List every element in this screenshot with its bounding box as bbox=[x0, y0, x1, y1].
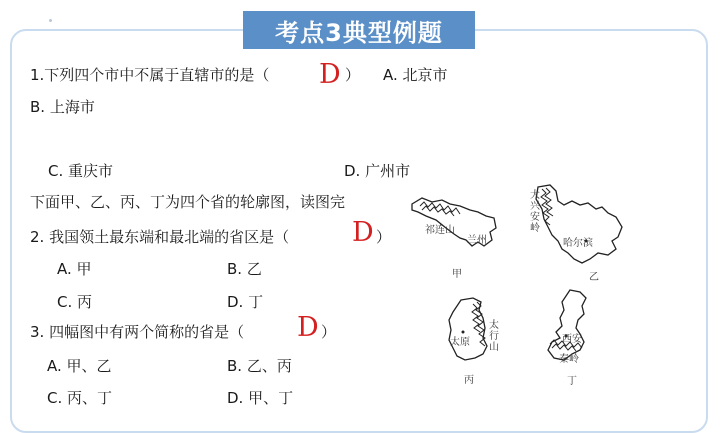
q2-option-d: D. 丁 bbox=[227, 293, 264, 311]
q2-option-c: C. 丙 bbox=[57, 293, 93, 311]
map-yi-label-ling: 岭 bbox=[530, 223, 540, 234]
map-bing-label-tai: 太 bbox=[489, 320, 499, 331]
map-bing-label-hang: 行 bbox=[489, 331, 499, 342]
map-yi-label-harbin: 哈尔滨 bbox=[563, 238, 593, 249]
q1-option-d: D. 广州市 bbox=[344, 162, 411, 180]
q2-option-b: B. 乙 bbox=[227, 260, 262, 278]
q3-option-d: D. 甲、丁 bbox=[227, 389, 294, 407]
q1-option-b: B. 上海市 bbox=[30, 98, 95, 116]
map-bing-label-shan: 山 bbox=[489, 342, 499, 353]
q3-stem-close: ） bbox=[321, 323, 337, 341]
map-ding-label-xian: 西安 bbox=[562, 334, 582, 345]
q1-option-c: C. 重庆市 bbox=[48, 162, 114, 180]
map-yi-label-xing: 兴 bbox=[530, 201, 540, 212]
map-yi-label-da: 大 bbox=[530, 190, 540, 201]
q1-stem-close: ） bbox=[345, 66, 361, 84]
map-intro-text: 下面甲、乙、丙、丁为四个省的轮廓图，读图完 bbox=[30, 193, 346, 211]
q3-stem: 3. 四幅图中有两个简称的省是（ bbox=[30, 323, 245, 341]
map-bing-caption: 丙 bbox=[464, 375, 474, 386]
decorative-dot bbox=[49, 19, 52, 22]
map-jia-label-lanzhou: 兰州 bbox=[467, 235, 487, 246]
q3-option-c: C. 丙、丁 bbox=[47, 389, 113, 407]
q3-option-b: B. 乙、丙 bbox=[227, 357, 292, 375]
map-ding-caption: 丁 bbox=[567, 376, 577, 387]
q1-stem: 1.下列四个市中不属于直辖市的是（ bbox=[30, 66, 270, 84]
q2-stem-close: ） bbox=[376, 228, 392, 246]
q2-stem: 2. 我国领土最东端和最北端的省区是（ bbox=[30, 228, 290, 246]
map-jia-label-qilianshan: 祁连山 bbox=[425, 225, 455, 236]
page-title: 考点3典型例题 bbox=[243, 11, 475, 49]
map-yi-label-an: 安 bbox=[530, 212, 540, 223]
q1-option-a: A. 北京市 bbox=[383, 66, 448, 84]
map-bing-label-taiyuan: 太原 bbox=[450, 337, 470, 348]
map-jia-caption: 甲 bbox=[452, 269, 462, 280]
map-yi-caption: 乙 bbox=[589, 272, 599, 283]
map-yi-heilongjiang-outline bbox=[528, 183, 628, 269]
q2-option-a: A. 甲 bbox=[57, 260, 92, 278]
q3-answer: D bbox=[297, 312, 319, 343]
q3-option-a: A. 甲、乙 bbox=[47, 357, 112, 375]
q1-answer: D bbox=[319, 59, 341, 90]
q2-answer: D bbox=[352, 217, 374, 248]
map-ding-label-qinling: 秦岭 bbox=[559, 354, 579, 365]
